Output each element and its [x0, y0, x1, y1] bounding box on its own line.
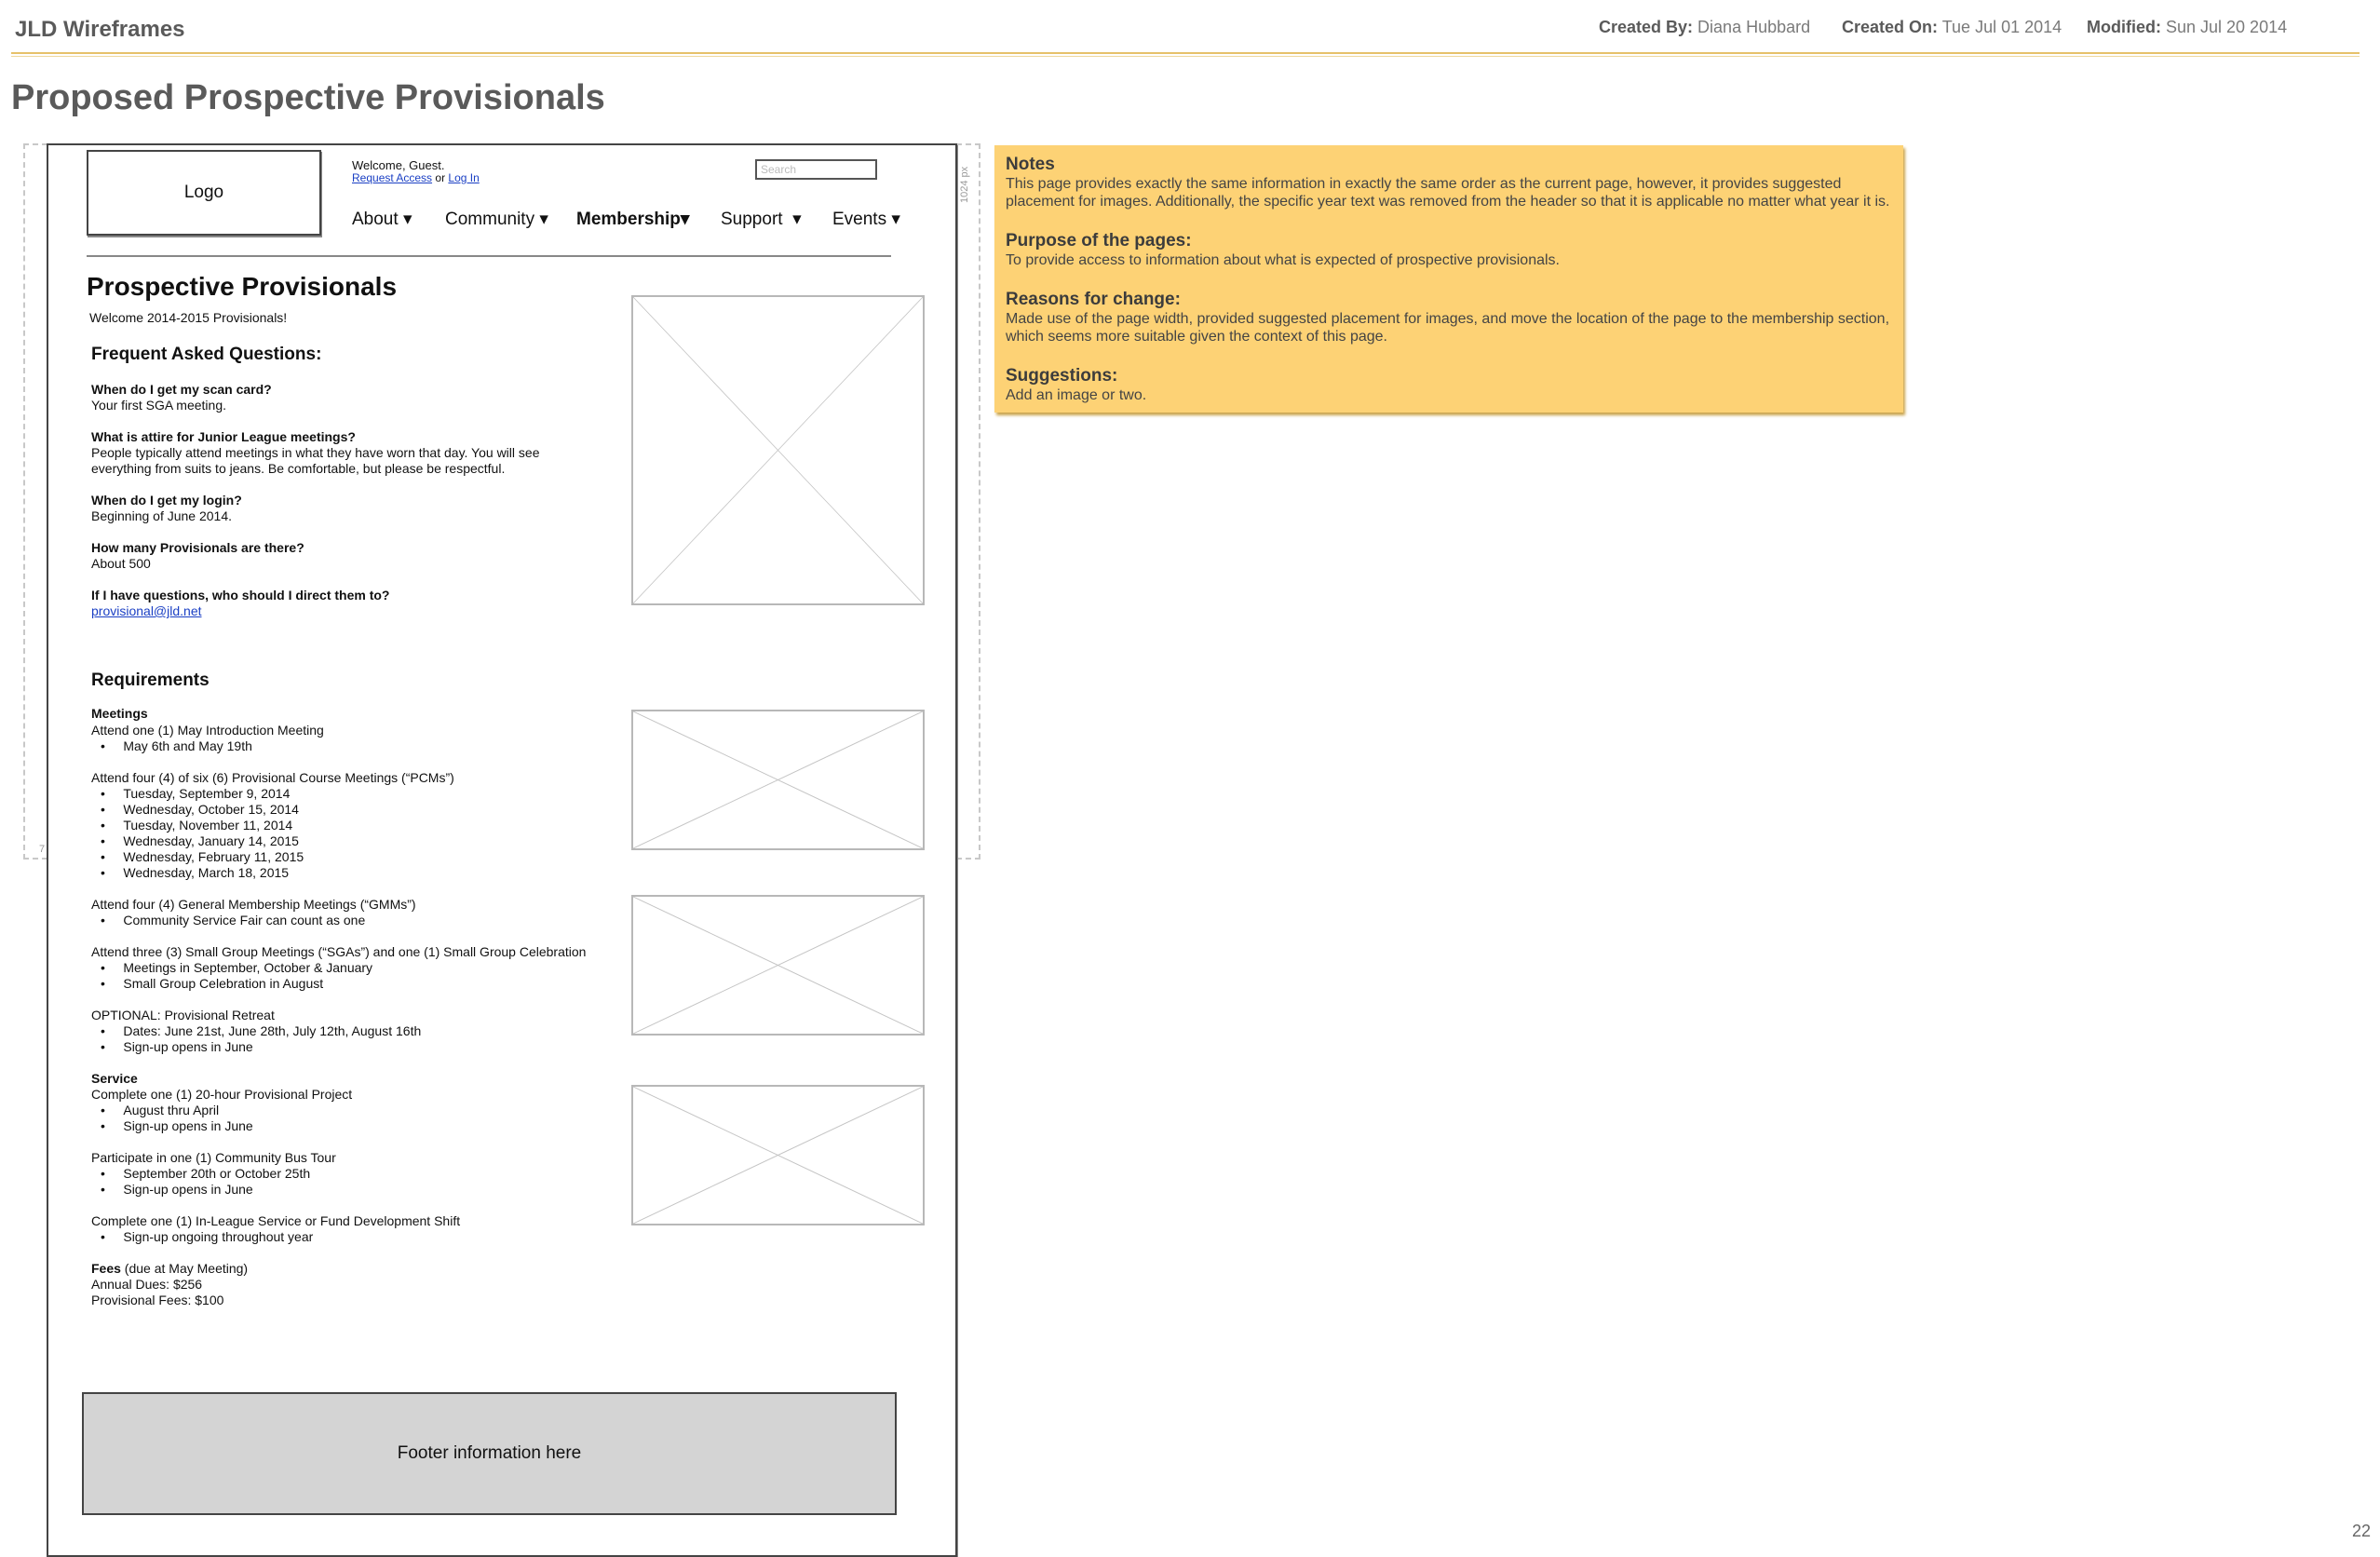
list-item: • Sign-up opens in June [101, 1182, 253, 1197]
list-item: • Dates: June 21st, June 28th, July 12th, August 16th [101, 1023, 422, 1038]
list-item: • Small Group Celebration in August [101, 976, 324, 991]
nav-membership[interactable]: Membership▾ [576, 210, 690, 229]
requirement-item: Attend three (3) Small Group Meetings (“SGAs”) and one (1) Small Group Celebration [91, 944, 587, 959]
requirement-item: Complete one (1) 20-hour Provisional Project [91, 1087, 353, 1102]
footer-placeholder: Footer information here [82, 1392, 897, 1515]
nav-support[interactable]: Support ▾ [721, 210, 802, 229]
notes-title: Notes [1006, 155, 1055, 174]
faq-question: When do I get my scan card? [91, 382, 272, 397]
content-heading: Prospective Provisionals [87, 272, 398, 301]
header-divider [11, 52, 2360, 54]
list-item: • Wednesday, January 14, 2015 [101, 833, 299, 848]
reasons-title: Reasons for change: [1006, 290, 1181, 309]
viewport-size-label: 1024 px [959, 166, 970, 203]
provisional-fees: Provisional Fees: $100 [91, 1293, 224, 1307]
nav-divider [87, 255, 891, 257]
meetings-title: Meetings [91, 706, 148, 721]
list-item: • Community Service Fair can count as one [101, 913, 366, 927]
purpose-text: To provide access to information about what is expected of prospective provisionals. [1006, 252, 1560, 268]
purpose-title: Purpose of the pages: [1006, 231, 1192, 250]
logo-placeholder[interactable]: Logo [87, 150, 321, 236]
request-access-link[interactable]: Request Access [352, 171, 433, 184]
image-placeholder [631, 710, 925, 850]
notes-text: This page provides exactly the same information in exactly the same order as the current page, however, it provides suggested placement for images. Additionally, the specific year text was removed from the header so that it is applicable no matter what year it is. [1006, 176, 1890, 210]
list-item: • Tuesday, September 9, 2014 [101, 786, 291, 801]
modified-date: Modified: Sun Jul 20 2014 [2087, 18, 2288, 36]
faq-answer: everything from suits to jeans. Be comfortable, but please be respectful. [91, 461, 506, 476]
service-title: Service [91, 1071, 138, 1086]
search-input[interactable]: Search [755, 159, 877, 180]
chevron-down-icon: ▾ [402, 210, 412, 229]
chevron-down-icon: ▾ [891, 210, 900, 229]
requirements-title: Requirements [91, 670, 210, 690]
suggestions-text: Add an image or two. [1006, 387, 1147, 403]
suggestions-title: Suggestions: [1006, 366, 1118, 386]
requirement-item: Attend one (1) May Introduction Meeting [91, 723, 324, 738]
reasons-text: Made use of the page width, provided suggested placement for images, and move the location of the page to the membership section, which seems more suitable given the context of this page. [1006, 311, 1890, 345]
faq-question: What is attire for Junior League meetings? [91, 429, 356, 444]
nav-events[interactable]: Events ▾ [832, 210, 900, 229]
list-item: • Meetings in September, October & January [101, 960, 373, 975]
faq-answer: Beginning of June 2014. [91, 508, 233, 523]
faq-question: How many Provisionals are there? [91, 540, 304, 555]
nav-about[interactable]: About ▾ [352, 210, 412, 229]
nav-community[interactable]: Community ▾ [445, 210, 548, 229]
list-item: • Wednesday, October 15, 2014 [101, 802, 299, 817]
fees-title: Fees (due at May Meeting) [91, 1261, 249, 1276]
notes-panel [994, 145, 1903, 413]
page-title: Proposed Prospective Provisionals [11, 78, 605, 117]
requirement-item: Attend four (4) of six (6) Provisional Course Meetings (“PCMs”) [91, 770, 454, 785]
requirement-item: Attend four (4) General Membership Meetings (“GMMs”) [91, 897, 416, 912]
faq-title: Frequent Asked Questions: [91, 345, 322, 364]
list-item: • August thru April [101, 1103, 220, 1117]
created-by: Created By: Diana Hubbard [1599, 18, 1811, 36]
page-number: 22 [2352, 1522, 2372, 1540]
email-link[interactable]: provisional@jld.net [91, 603, 202, 618]
list-item: • May 6th and May 19th [101, 738, 252, 753]
requirement-item: Participate in one (1) Community Bus Tour [91, 1150, 336, 1165]
app-title: JLD Wireframes [15, 17, 185, 42]
welcome-text: Welcome, Guest. [352, 158, 445, 172]
faq-question: When do I get my login? [91, 493, 242, 508]
list-item: • Sign-up opens in June [101, 1039, 253, 1054]
chevron-down-icon: ▾ [680, 210, 690, 229]
list-item: • Sign-up opens in June [101, 1118, 253, 1133]
chevron-down-icon: ▾ [539, 210, 548, 229]
faq-question: If I have questions, who should I direct them to? [91, 588, 390, 602]
faq-answer: People typically attend meetings in what they have worn that day. You will see [91, 445, 540, 460]
viewport-side-label: 7 [39, 844, 46, 855]
header-divider-secondary [11, 56, 2360, 57]
image-placeholder [631, 895, 925, 1036]
image-placeholder [631, 1085, 925, 1225]
requirement-item: Complete one (1) In-League Service or Fund Development Shift [91, 1213, 461, 1228]
faq-answer: Your first SGA meeting. [91, 398, 226, 413]
list-item: • September 20th or October 25th [101, 1166, 311, 1181]
image-placeholder [631, 295, 925, 605]
auth-links: Request Access or Log In [352, 171, 480, 184]
faq-answer: About 500 [91, 556, 151, 571]
requirement-item: OPTIONAL: Provisional Retreat [91, 1008, 275, 1022]
list-item: • Tuesday, November 11, 2014 [101, 818, 293, 833]
created-on: Created On: Tue Jul 01 2014 [1842, 18, 2062, 36]
list-item: • Sign-up ongoing throughout year [101, 1229, 314, 1244]
chevron-down-icon: ▾ [792, 210, 802, 229]
annual-dues: Annual Dues: $256 [91, 1277, 203, 1292]
list-item: • Wednesday, March 18, 2015 [101, 865, 290, 880]
log-in-link[interactable]: Log In [448, 171, 480, 184]
welcome-provisionals: Welcome 2014-2015 Provisionals! [89, 310, 288, 325]
list-item: • Wednesday, February 11, 2015 [101, 849, 304, 864]
